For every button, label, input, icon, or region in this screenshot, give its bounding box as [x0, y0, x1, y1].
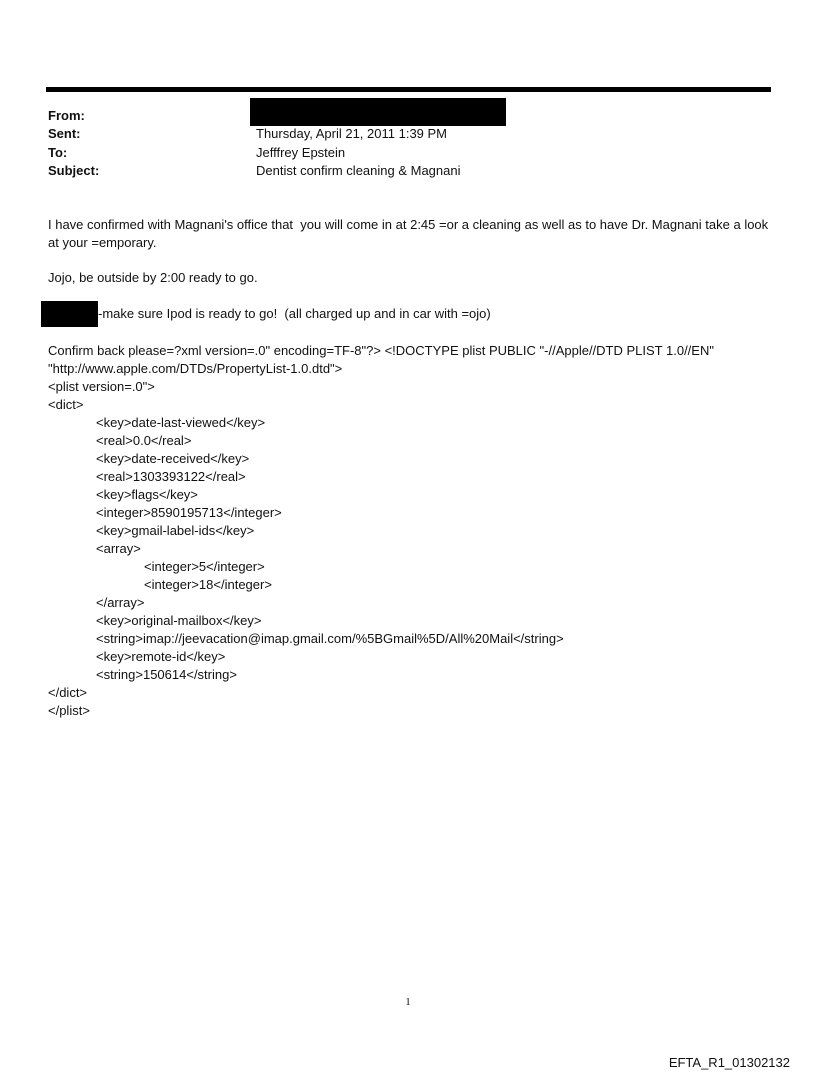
name-redaction [41, 301, 98, 327]
xml-dict-open: <dict> [48, 397, 84, 412]
xml-dict-close: </dict> [48, 685, 88, 700]
page-number: 1 [405, 996, 411, 1008]
xml-line: <key>remote-id</key> [96, 649, 226, 664]
xml-line: <string>imap://jeevacation@imap.gmail.com/%5BGmail%5D/All%20Mail</string> [96, 631, 564, 646]
bates-number: EFTA_R1_01302132 [668, 1055, 790, 1070]
body-paragraph-2: Jojo, be outside by 2:00 ready to go. [48, 270, 258, 285]
confirm-line-1: Confirm back please=?xml version=.0" encoding=TF-8"?> <!DOCTYPE plist PUBLIC "-//Apple//DTD PLIST 1.0//EN" [48, 343, 714, 358]
xml-line: <key>date-received</key> [96, 451, 250, 466]
subject-value: Dentist confirm cleaning & Magnani [256, 163, 461, 178]
sent-value: Thursday, April 21, 2011 1:39 PM [256, 126, 448, 141]
xml-line: <integer>5</integer> [144, 559, 265, 574]
from-redaction [250, 98, 506, 126]
xml-line: <key>date-last-viewed</key> [96, 415, 266, 430]
body-paragraph-3: -make sure Ipod is ready to go! (all charged up and in car with =ojo) [98, 306, 491, 321]
xml-line: <real>1303393122</real> [96, 469, 246, 484]
xml-line: </array> [96, 595, 145, 610]
xml-line: <key>flags</key> [96, 487, 198, 502]
to-label: To: [48, 145, 68, 160]
confirm-line-2: "http://www.apple.com/DTDs/PropertyList-1.0.dtd"> [48, 361, 343, 376]
xml-line: <integer>8590195713</integer> [96, 505, 282, 520]
subject-label: Subject: [48, 163, 100, 178]
from-label: From: [48, 108, 85, 123]
header-rule [46, 87, 771, 92]
sent-label: Sent: [48, 126, 81, 141]
xml-line: <key>original-mailbox</key> [96, 613, 262, 628]
xml-plist-open: <plist version=.0"> [48, 379, 155, 394]
xml-line: <real>0.0</real> [96, 433, 192, 448]
body-paragraph-1: I have confirmed with Magnani's office that you will come in at 2:45 =or a cleaning as well as to have Dr. Magnani take a look at your =emporary. [48, 217, 772, 250]
xml-line: <integer>18</integer> [144, 577, 272, 592]
xml-line: <array> [96, 541, 141, 556]
xml-line: <key>gmail-label-ids</key> [96, 523, 255, 538]
to-value: Jefffrey Epstein [256, 145, 346, 160]
xml-line: <string>150614</string> [96, 667, 237, 682]
xml-plist-close: </plist> [48, 703, 90, 718]
